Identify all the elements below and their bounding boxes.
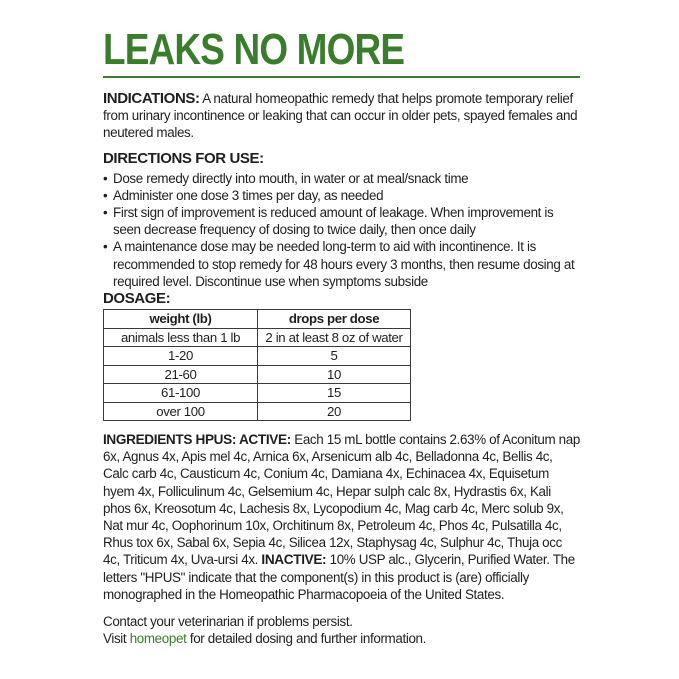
drops-cell: 10	[258, 365, 411, 384]
weight-cell: 21-60	[104, 365, 258, 384]
active-ingredients-text: Each 15 mL bottle contains 2.63% of Aconitum nap 6x, Agnus 4x, Apis mel 4c, Arnica 6x, Arsenicum alb 4c, Belladonna 4c, Bellis 4c, Calc carb 4c, Causticum 4c, Conium 4c, Damiana 4x, Echinacea 4x, Equisetum hyem 4x, Folliculinum 4c, Gelsemium 4c, Hepar sulph calc 8x, Hydrastis 6x, Kali phos 6x, Kreosotum 4c, Lachesis 8x, Lycopodium 4c, Mag carb 4c, Merc solub 9x, Nat mur 4c, Oophorinum 10x, Orchitinum 8x, Petroleum 4c, Phos 4c, Pulsatilla 4c, Rhus tox 6x, Sabal 6x, Sepia 4c, Silicea 12x, Staphysag 4c, Sulphur 4c, Thuja occ 4c, Triticum 4x, Uva-ursi 4x.	[103, 432, 580, 568]
dosage-table	[103, 309, 411, 421]
footer-section	[103, 613, 581, 647]
ingredients-label: INGREDIENTS HPUS: ACTIVE:	[103, 432, 291, 448]
table-row	[104, 347, 411, 366]
drops-cell: 20	[258, 402, 411, 421]
visit-suffix: for detailed dosing and further information.	[186, 631, 427, 647]
table-header-row	[104, 310, 411, 329]
indications-text: A natural homeopathic remedy that helps promote temporary relief from urinary incontinence or leaking that can occur in older pets, spayed females and neutered males.	[103, 91, 578, 141]
list-item: • Dose remedy directly into mouth, in water or at meal/snack time	[103, 170, 581, 187]
directions-section	[103, 150, 581, 290]
drops-cell: 15	[258, 384, 411, 403]
indications-label: INDICATIONS:	[103, 90, 200, 107]
weight-cell: over 100	[104, 402, 258, 421]
inactive-ingredients-text: 10% USP alc., Glycerin, Purified Water. The letters "HPUS" indicate that the component(s) in this product is (are) officially monographed in the Homeopathic Pharmacopoeia of the United States.	[103, 552, 575, 602]
title-divider	[103, 76, 580, 78]
table-row	[104, 365, 411, 384]
list-item: • First sign of improvement is reduced amount of leakage. When improvement is seen decrease frequency of dosing to twice daily, then once daily	[103, 204, 581, 238]
drops-cell: 5	[258, 347, 411, 366]
drops-cell: 2 in at least 8 oz of water	[258, 328, 411, 347]
inactive-label: INACTIVE:	[261, 552, 327, 568]
weight-cell: animals less than 1 lb	[104, 328, 258, 347]
column-header-drops: drops per dose	[258, 310, 411, 329]
indications-section	[103, 90, 581, 142]
visit-prefix: Visit	[103, 631, 130, 647]
weight-cell: 1-20	[104, 347, 258, 366]
column-header-weight: weight (lb)	[104, 310, 258, 329]
dosage-label: DOSAGE:	[103, 290, 171, 308]
product-label	[103, 25, 581, 647]
directions-list	[103, 170, 581, 290]
table-row	[104, 402, 411, 421]
contact-text: Contact your veterinarian if problems persist.	[103, 614, 353, 630]
table-row	[104, 328, 411, 347]
dosage-section	[103, 290, 581, 421]
visit-line	[103, 630, 581, 647]
homeopet-link[interactable]: homeopet	[129, 631, 187, 647]
weight-cell: 61-100	[104, 384, 258, 403]
list-item: • A maintenance dose may be needed long-term to aid with incontinence. It is recommended to stop remedy for 48 hours every 3 months, then resume dosing at required level. Discontinue use when symptoms subside	[103, 238, 581, 290]
ingredients-section	[103, 431, 581, 603]
table-row	[104, 384, 411, 403]
product-title: LEAKS NO MORE	[103, 25, 405, 74]
list-item: • Administer one dose 3 times per day, as needed	[103, 187, 581, 204]
directions-label: DIRECTIONS FOR USE:	[103, 149, 264, 167]
